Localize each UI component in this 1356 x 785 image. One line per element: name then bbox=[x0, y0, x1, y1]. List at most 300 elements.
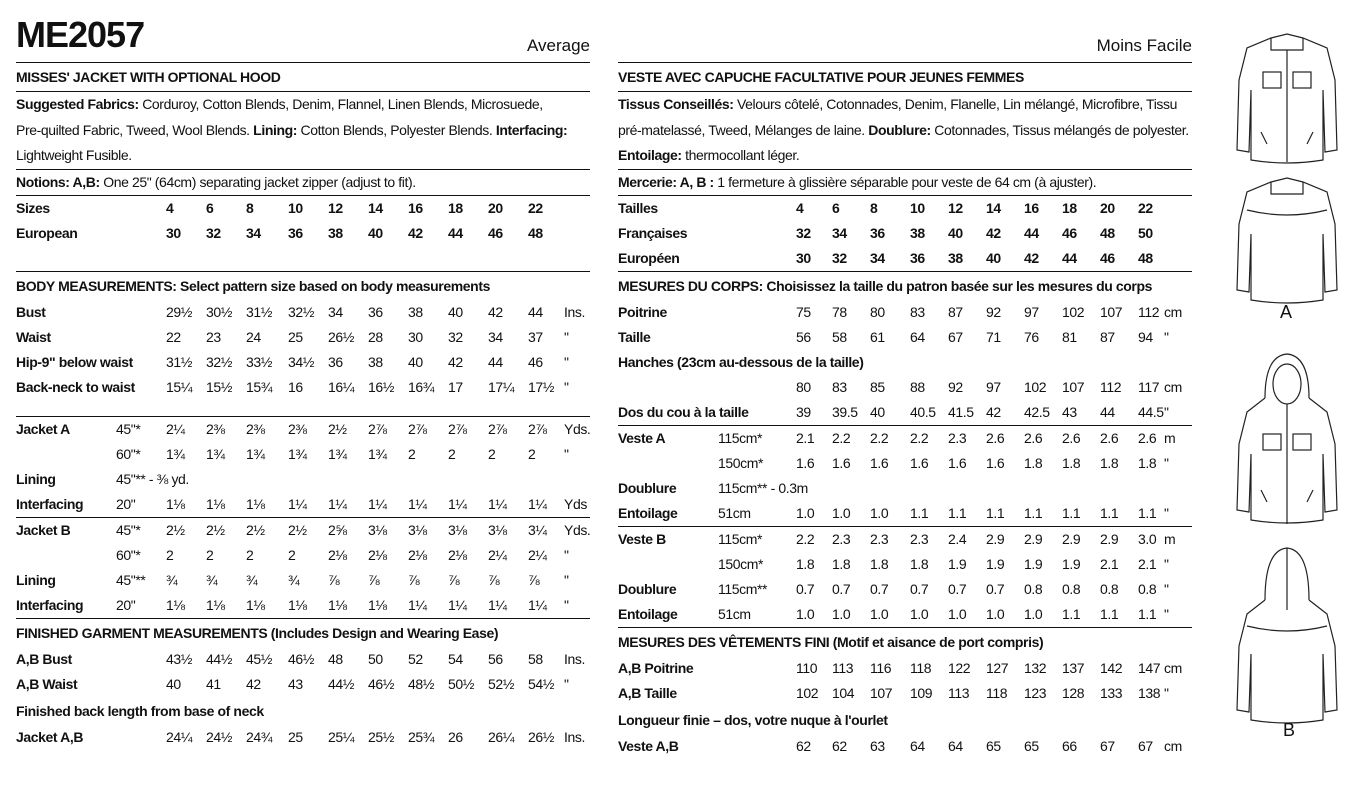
row-label: Veste B bbox=[618, 531, 666, 547]
sizes-table bbox=[16, 196, 590, 246]
row-label: Françaises bbox=[618, 225, 688, 241]
table-cell: 44 bbox=[528, 304, 543, 320]
fabrics-label-fr: Tissus Conseillés: bbox=[618, 96, 734, 112]
table-cell: 40 bbox=[166, 676, 181, 692]
table-cell: 6 bbox=[832, 200, 840, 216]
table-cell: 1¼ bbox=[328, 496, 347, 512]
table-cell: 1.8 bbox=[832, 556, 851, 572]
row-label: Jacket A bbox=[16, 421, 70, 437]
table-cell: 0.8 bbox=[1062, 581, 1081, 597]
back-length-row bbox=[16, 725, 590, 750]
fabric-width: 51cm bbox=[718, 505, 751, 521]
table-cell: 20 bbox=[488, 200, 503, 216]
table-cell: 0.7 bbox=[986, 581, 1005, 597]
table-cell: 132 bbox=[1024, 660, 1047, 676]
yardage-row bbox=[16, 442, 590, 467]
unit-label: cm bbox=[1164, 660, 1182, 676]
table-cell: 20 bbox=[1100, 200, 1115, 216]
interfacing-text: Lightweight Fusible. bbox=[16, 147, 132, 163]
table-cell: 1¼ bbox=[368, 496, 387, 512]
table-cell: ⅞ bbox=[408, 572, 420, 588]
table-cell: 67 bbox=[1100, 738, 1115, 754]
table-cell: ¾ bbox=[166, 572, 178, 588]
table-cell: 36 bbox=[910, 250, 925, 266]
table-cell: 1.6 bbox=[948, 455, 967, 471]
row-label: A,B Waist bbox=[16, 676, 78, 692]
unit-label: m bbox=[1164, 531, 1176, 547]
table-cell: 25 bbox=[288, 329, 303, 345]
unit-label: Yds. bbox=[564, 522, 591, 538]
unit-label: " bbox=[564, 379, 569, 395]
table-cell: 40 bbox=[368, 225, 383, 241]
table-cell: 1.6 bbox=[910, 455, 929, 471]
table-cell: 2½ bbox=[246, 522, 265, 538]
row-label: A,B Bust bbox=[16, 651, 72, 667]
table-cell: 26½ bbox=[528, 729, 555, 745]
fabric-width: 60"* bbox=[116, 547, 141, 563]
yardage-row bbox=[16, 543, 590, 568]
fabric-width: 150cm* bbox=[718, 556, 764, 572]
interfacing-text-fr: thermocollant léger. bbox=[681, 147, 800, 163]
table-cell: 65 bbox=[986, 738, 1001, 754]
table-cell: 1⅛ bbox=[288, 597, 307, 613]
body-row bbox=[618, 300, 1192, 325]
table-cell: 1¾ bbox=[246, 446, 265, 462]
table-cell: 4 bbox=[796, 200, 804, 216]
table-cell: 1.8 bbox=[910, 556, 929, 572]
table-cell: 2.6 bbox=[1138, 430, 1157, 446]
hips-row bbox=[618, 375, 1192, 400]
table-cell: 1.0 bbox=[1024, 606, 1043, 622]
table-cell: 46½ bbox=[368, 676, 395, 692]
table-cell: 30 bbox=[408, 329, 423, 345]
table-cell: 2 bbox=[408, 446, 416, 462]
unit-label: " bbox=[564, 329, 569, 345]
yardage-row bbox=[618, 527, 1192, 552]
european-row bbox=[618, 246, 1192, 271]
pattern-title: MISSES' JACKET WITH OPTIONAL HOOD bbox=[16, 69, 281, 85]
back-length-title: Finished back length from base of neck bbox=[16, 703, 264, 719]
table-cell: 1.8 bbox=[1024, 455, 1043, 471]
table-cell: ⅞ bbox=[528, 572, 540, 588]
table-cell: 2.1 bbox=[796, 430, 815, 446]
table-cell: 34 bbox=[870, 250, 885, 266]
table-cell: 0.7 bbox=[910, 581, 929, 597]
table-cell: 32½ bbox=[206, 354, 233, 370]
table-cell: 40 bbox=[408, 354, 423, 370]
table-cell: 30 bbox=[796, 250, 811, 266]
fabrics-text-2-fr: pré-matelassé, Tweed, Mélanges de laine. bbox=[618, 121, 869, 138]
table-cell: 0.7 bbox=[948, 581, 967, 597]
yardage-row bbox=[618, 426, 1192, 451]
table-cell: 2⅜ bbox=[246, 421, 265, 437]
table-cell: 64 bbox=[910, 738, 925, 754]
table-cell: 58 bbox=[528, 651, 543, 667]
table-cell: 44 bbox=[1062, 250, 1077, 266]
table-cell: 24¼ bbox=[166, 729, 193, 745]
table-cell: 44 bbox=[1100, 404, 1115, 420]
table-cell: 1⅛ bbox=[368, 597, 387, 613]
table-cell: 80 bbox=[796, 379, 811, 395]
table-cell: 34 bbox=[832, 225, 847, 241]
table-cell: 38 bbox=[368, 354, 383, 370]
table-cell: 147 bbox=[1138, 660, 1161, 676]
notions-line-fr bbox=[618, 170, 1192, 196]
table-cell: 123 bbox=[1024, 685, 1047, 701]
table-cell: 110 bbox=[796, 660, 818, 676]
unit-label: cm bbox=[1164, 379, 1182, 395]
fabric-width: 115cm** - 0.3m bbox=[718, 480, 808, 496]
table-cell: 15¼ bbox=[166, 379, 193, 395]
table-cell: 122 bbox=[948, 660, 971, 676]
table-cell: 2⅜ bbox=[288, 421, 307, 437]
unit-label: " bbox=[1164, 404, 1169, 420]
fabrics-text-2: Pre-quilted Fabric, Tweed, Wool Blends. bbox=[16, 121, 254, 138]
table-cell: 1.1 bbox=[986, 505, 1005, 521]
table-cell: 2½ bbox=[328, 421, 347, 437]
table-cell: 1.0 bbox=[910, 606, 929, 622]
table-cell: 83 bbox=[910, 304, 925, 320]
table-cell: 2⅞ bbox=[448, 421, 467, 437]
jacket-b-back-sketch bbox=[1237, 548, 1337, 723]
table-cell: 41.5 bbox=[948, 404, 974, 420]
table-cell: 1¾ bbox=[206, 446, 225, 462]
table-cell: 54½ bbox=[528, 676, 555, 692]
fabrics-paragraph bbox=[16, 92, 590, 169]
table-cell: 32½ bbox=[288, 304, 315, 320]
table-cell: 42 bbox=[448, 354, 463, 370]
table-cell: 36 bbox=[328, 354, 343, 370]
table-cell: 2.3 bbox=[870, 531, 889, 547]
body-measurements-title-fr: MESURES DU CORPS: Choisissez la taille du patron basée sur les mesures du corps bbox=[618, 278, 1153, 294]
unit-label: " bbox=[1164, 581, 1169, 597]
table-cell: 24½ bbox=[206, 729, 233, 745]
table-cell: 26½ bbox=[328, 329, 355, 345]
yardage-row bbox=[16, 492, 590, 517]
table-cell: 36 bbox=[368, 304, 383, 320]
table-cell: 1⅛ bbox=[246, 496, 265, 512]
table-cell: 118 bbox=[986, 685, 1008, 701]
table-cell: 97 bbox=[1024, 304, 1039, 320]
row-label: Doublure bbox=[618, 480, 677, 496]
table-cell: 58 bbox=[832, 329, 847, 345]
unit-label: Ins. bbox=[564, 651, 585, 667]
table-cell: 16 bbox=[1024, 200, 1039, 216]
table-cell: 44 bbox=[488, 354, 503, 370]
table-cell: 52½ bbox=[488, 676, 515, 692]
table-cell: 10 bbox=[910, 200, 925, 216]
row-label: Lining bbox=[16, 471, 56, 487]
lining-text-fr: Cotonnades, Tissus mélangés de polyester. bbox=[930, 121, 1189, 138]
table-cell: 2 bbox=[166, 547, 174, 563]
fabric-width: 115cm* bbox=[718, 430, 763, 446]
table-cell: 18 bbox=[1062, 200, 1077, 216]
table-cell: 44½ bbox=[206, 651, 233, 667]
table-cell: 2.9 bbox=[1100, 531, 1119, 547]
row-label: Tailles bbox=[618, 200, 658, 216]
pattern-title-fr: VESTE AVEC CAPUCHE FACULTATIVE POUR JEUNES FEMMES bbox=[618, 69, 1024, 85]
unit-label: Ins. bbox=[564, 729, 585, 745]
table-cell: 63 bbox=[870, 738, 885, 754]
table-cell: 1¼ bbox=[288, 496, 307, 512]
table-cell: 1.0 bbox=[832, 606, 851, 622]
row-label: Waist bbox=[16, 329, 51, 345]
table-cell: 1¼ bbox=[408, 496, 427, 512]
table-cell: 1.8 bbox=[870, 556, 889, 572]
row-label: Doublure bbox=[618, 581, 677, 597]
table-cell: 1¾ bbox=[288, 446, 307, 462]
table-cell: 62 bbox=[832, 738, 847, 754]
table-cell: 64 bbox=[910, 329, 925, 345]
body-row bbox=[16, 325, 590, 350]
table-cell: 44½ bbox=[328, 676, 355, 692]
table-cell: 50½ bbox=[448, 676, 475, 692]
table-cell: 15½ bbox=[206, 379, 233, 395]
table-cell: 17½ bbox=[528, 379, 555, 395]
table-cell: 2⅛ bbox=[408, 547, 427, 563]
fabric-width: 45"* bbox=[116, 421, 141, 437]
table-cell: 87 bbox=[1100, 329, 1115, 345]
table-cell: 31½ bbox=[166, 354, 193, 370]
table-cell: 52 bbox=[408, 651, 423, 667]
table-cell: 2.6 bbox=[1100, 430, 1119, 446]
table-cell: 113 bbox=[832, 660, 854, 676]
francaises-row bbox=[618, 221, 1192, 246]
table-cell: 1¼ bbox=[448, 597, 467, 613]
fabrics-text-fr: Velours côtelé, Cotonnades, Denim, Flanelle, Lin mélangé, Microfibre, Tissu bbox=[733, 96, 1177, 112]
table-cell: 2⅞ bbox=[368, 421, 387, 437]
table-cell: 75 bbox=[796, 304, 811, 320]
table-cell: 92 bbox=[986, 304, 1001, 320]
table-cell: 4 bbox=[166, 200, 174, 216]
table-cell: 107 bbox=[870, 685, 893, 701]
unit-label: " bbox=[1164, 606, 1169, 622]
table-cell: 1¾ bbox=[368, 446, 387, 462]
row-label: Veste A bbox=[618, 430, 666, 446]
header-fr bbox=[618, 0, 1192, 62]
table-cell: 43½ bbox=[166, 651, 193, 667]
fabric-width: 45"** - ⅜ yd. bbox=[116, 471, 189, 487]
table-cell: ¾ bbox=[206, 572, 218, 588]
yardage-row bbox=[16, 518, 590, 543]
table-cell: 46 bbox=[528, 354, 543, 370]
table-cell: 23 bbox=[206, 329, 221, 345]
table-cell: 2 bbox=[206, 547, 214, 563]
table-cell: 54 bbox=[448, 651, 463, 667]
row-label: Back-neck to waist bbox=[16, 379, 135, 395]
table-cell: 127 bbox=[986, 660, 1009, 676]
fabric-width: 51cm bbox=[718, 606, 751, 622]
table-cell: 14 bbox=[368, 200, 383, 216]
table-cell: 1.8 bbox=[1100, 455, 1119, 471]
table-cell: 32 bbox=[832, 250, 847, 266]
unit-label: Ins. bbox=[564, 304, 585, 320]
table-cell: 1.0 bbox=[948, 606, 967, 622]
table-cell: 16½ bbox=[368, 379, 395, 395]
finished-measurements-table bbox=[16, 647, 590, 697]
table-cell: 87 bbox=[948, 304, 963, 320]
table-cell: 1.1 bbox=[1062, 505, 1081, 521]
table-cell: 1.9 bbox=[948, 556, 967, 572]
row-label: Bust bbox=[16, 304, 46, 320]
table-cell: 33½ bbox=[246, 354, 273, 370]
fabrics-label: Suggested Fabrics: bbox=[16, 96, 139, 112]
table-cell: 138 bbox=[1138, 685, 1161, 701]
table-cell: 46½ bbox=[288, 651, 315, 667]
body-row bbox=[16, 300, 590, 325]
lining-text: Cotton Blends, Polyester Blends. bbox=[297, 121, 496, 138]
table-cell: 42 bbox=[246, 676, 261, 692]
table-cell: ¾ bbox=[246, 572, 258, 588]
table-cell: 1.8 bbox=[1062, 455, 1081, 471]
table-cell: 22 bbox=[1138, 200, 1153, 216]
fabric-width: 45"* bbox=[116, 522, 141, 538]
table-cell: 1.1 bbox=[948, 505, 967, 521]
dos-row bbox=[618, 400, 1192, 425]
yardage-row bbox=[618, 602, 1192, 627]
row-label: Interfacing bbox=[16, 496, 84, 512]
table-cell: 32 bbox=[448, 329, 463, 345]
table-cell: 2½ bbox=[288, 522, 307, 538]
table-cell: 31½ bbox=[246, 304, 273, 320]
table-cell: 30 bbox=[166, 225, 181, 241]
table-cell: 1¾ bbox=[328, 446, 347, 462]
finished-row bbox=[618, 681, 1192, 706]
back-length-row bbox=[618, 734, 1192, 759]
table-cell: 116 bbox=[870, 660, 892, 676]
unit-label: " bbox=[564, 446, 569, 462]
table-cell: 46 bbox=[1062, 225, 1077, 241]
table-cell: ⅞ bbox=[368, 572, 380, 588]
table-cell: 25 bbox=[288, 729, 303, 745]
notions-text: One 25" (64cm) separating jacket zipper (adjust to fit). bbox=[99, 173, 416, 190]
table-cell: 64 bbox=[948, 738, 963, 754]
table-cell: 0.7 bbox=[870, 581, 889, 597]
table-cell: 1.9 bbox=[986, 556, 1005, 572]
table-cell: 2¼ bbox=[488, 547, 507, 563]
unit-label: " bbox=[564, 597, 569, 613]
body-row bbox=[16, 350, 590, 375]
table-cell: 102 bbox=[1062, 304, 1085, 320]
table-cell: 2⅛ bbox=[328, 547, 347, 563]
table-cell: 80 bbox=[870, 304, 885, 320]
table-cell: 2 bbox=[528, 446, 536, 462]
table-cell: 2⅛ bbox=[368, 547, 387, 563]
table-cell: 2⅜ bbox=[206, 421, 225, 437]
table-cell: 8 bbox=[246, 200, 254, 216]
unit-label: " bbox=[1164, 329, 1169, 345]
table-cell: 88 bbox=[910, 379, 925, 395]
yardage-row bbox=[16, 467, 590, 492]
finished-measurements-table-fr bbox=[618, 656, 1192, 706]
table-cell: 48 bbox=[528, 225, 543, 241]
table-cell: 16 bbox=[288, 379, 303, 395]
table-cell: 1¼ bbox=[408, 597, 427, 613]
table-cell: 42 bbox=[1024, 250, 1039, 266]
row-label: Entoilage bbox=[618, 606, 678, 622]
table-cell: 34 bbox=[246, 225, 261, 241]
fabric-width: 45"** bbox=[116, 572, 146, 588]
unit-label: " bbox=[1164, 455, 1169, 471]
jacket-b-front-sketch bbox=[1237, 354, 1337, 524]
table-cell: 128 bbox=[1062, 685, 1085, 701]
table-cell: 133 bbox=[1100, 685, 1123, 701]
yardage-row bbox=[16, 568, 590, 593]
table-cell: 2.2 bbox=[796, 531, 815, 547]
unit-label: Yds. bbox=[564, 421, 591, 437]
fabric-width: 60"* bbox=[116, 446, 141, 462]
table-cell: 1⅛ bbox=[328, 597, 347, 613]
table-cell: 2 bbox=[246, 547, 254, 563]
unit-label: " bbox=[1164, 556, 1169, 572]
table-cell: 1¼ bbox=[528, 496, 547, 512]
table-cell: 34 bbox=[488, 329, 503, 345]
fabric-width: 20" bbox=[116, 496, 136, 512]
european-row bbox=[16, 221, 590, 246]
table-cell: 40.5 bbox=[910, 404, 936, 420]
row-label: Hip-9" below waist bbox=[16, 354, 133, 370]
jacket-sketches-svg bbox=[1225, 20, 1355, 780]
table-cell: 1¼ bbox=[528, 597, 547, 613]
sizes-table-fr bbox=[618, 196, 1192, 271]
table-cell: 83 bbox=[832, 379, 847, 395]
table-cell: 1.1 bbox=[1100, 606, 1119, 622]
table-cell: 8 bbox=[870, 200, 878, 216]
interfacing-label: Interfacing: bbox=[495, 121, 568, 138]
table-cell: 1.0 bbox=[870, 606, 889, 622]
table-cell: 38 bbox=[910, 225, 925, 241]
table-cell: 48½ bbox=[408, 676, 435, 692]
yardage-row bbox=[618, 451, 1192, 476]
table-cell: 16¾ bbox=[408, 379, 435, 395]
table-cell: 44 bbox=[1024, 225, 1039, 241]
table-cell: 67 bbox=[948, 329, 963, 345]
table-cell: 17 bbox=[448, 379, 463, 395]
table-cell: 15¾ bbox=[246, 379, 273, 395]
table-cell: 1⅛ bbox=[246, 597, 265, 613]
row-label: Européen bbox=[618, 250, 680, 266]
table-cell: ¾ bbox=[288, 572, 300, 588]
row-label: European bbox=[16, 225, 78, 241]
table-cell: 12 bbox=[948, 200, 963, 216]
table-cell: 1.0 bbox=[832, 505, 851, 521]
table-cell: 2½ bbox=[166, 522, 185, 538]
yardage-row bbox=[16, 417, 590, 442]
body-measurements-title: BODY MEASUREMENTS: Select pattern size based on body measurements bbox=[16, 278, 490, 294]
lining-label: Lining: bbox=[253, 121, 298, 138]
table-cell: 1.1 bbox=[1062, 606, 1081, 622]
notions-text-fr: 1 fermeture à glissière séparable pour veste de 64 cm (à ajuster). bbox=[713, 173, 1097, 190]
table-cell: 3⅛ bbox=[448, 522, 467, 538]
back-length-row bbox=[16, 725, 590, 750]
english-column bbox=[16, 0, 590, 750]
table-cell: 61 bbox=[870, 329, 885, 345]
table-cell: 24¾ bbox=[246, 729, 273, 745]
table-cell: 117 bbox=[1138, 379, 1160, 395]
table-cell: 76 bbox=[1024, 329, 1039, 345]
table-cell: 45½ bbox=[246, 651, 273, 667]
table-cell: 0.7 bbox=[796, 581, 815, 597]
table-cell: 40 bbox=[986, 250, 1001, 266]
table-cell: 36 bbox=[870, 225, 885, 241]
table-cell: 2.6 bbox=[1062, 430, 1081, 446]
table-cell: 16 bbox=[408, 200, 423, 216]
table-cell: 26¼ bbox=[488, 729, 515, 745]
row-label: Sizes bbox=[16, 200, 50, 216]
table-cell: 48 bbox=[1138, 250, 1153, 266]
table-cell: 1⅛ bbox=[166, 496, 185, 512]
table-cell: 104 bbox=[832, 685, 855, 701]
